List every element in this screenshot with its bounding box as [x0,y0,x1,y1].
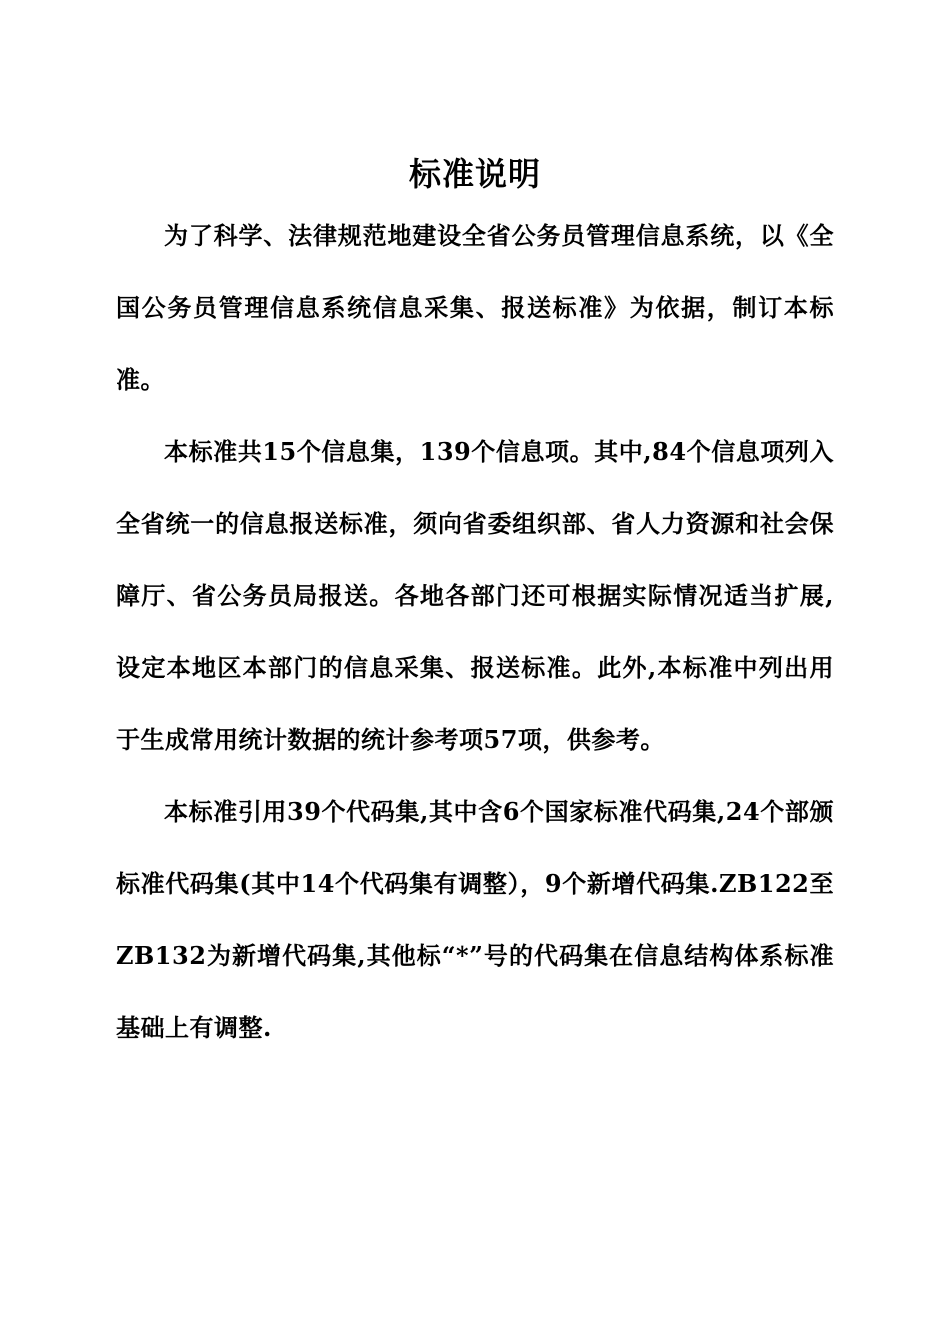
paragraph-code-sets: 本标准引用39个代码集,其中含6个国家标准代码集,24个部颁标准代码集(其中14个代码集有调整），9个新增代码集.ZB122至ZB132为新增代码集,其他标“*”号的代码集在信息结构体系标准基础上有调整. [116,797,834,1042]
paragraph-scope: 本标准共15个信息集，139个信息项。其中,84个信息项列入全省统一的信息报送标准，须向省委组织部、省人力资源和社会保障厅、省公务员局报送。各地各部门还可根据实际情况适当扩展,设定本地区本部门的信息采集、报送标准。此外,本标准中列出用于生成常用统计数据的统计参考项57项，供参考。 [116,437,834,754]
page-title: 标准说明 [408,155,541,193]
paragraph-purpose: 为了科学、法律规范地建设全省公务员管理信息系统，以《全国公务员管理信息系统信息采集、报送标准》为依据，制订本标准。 [116,221,834,394]
document-body [116,200,834,1064]
